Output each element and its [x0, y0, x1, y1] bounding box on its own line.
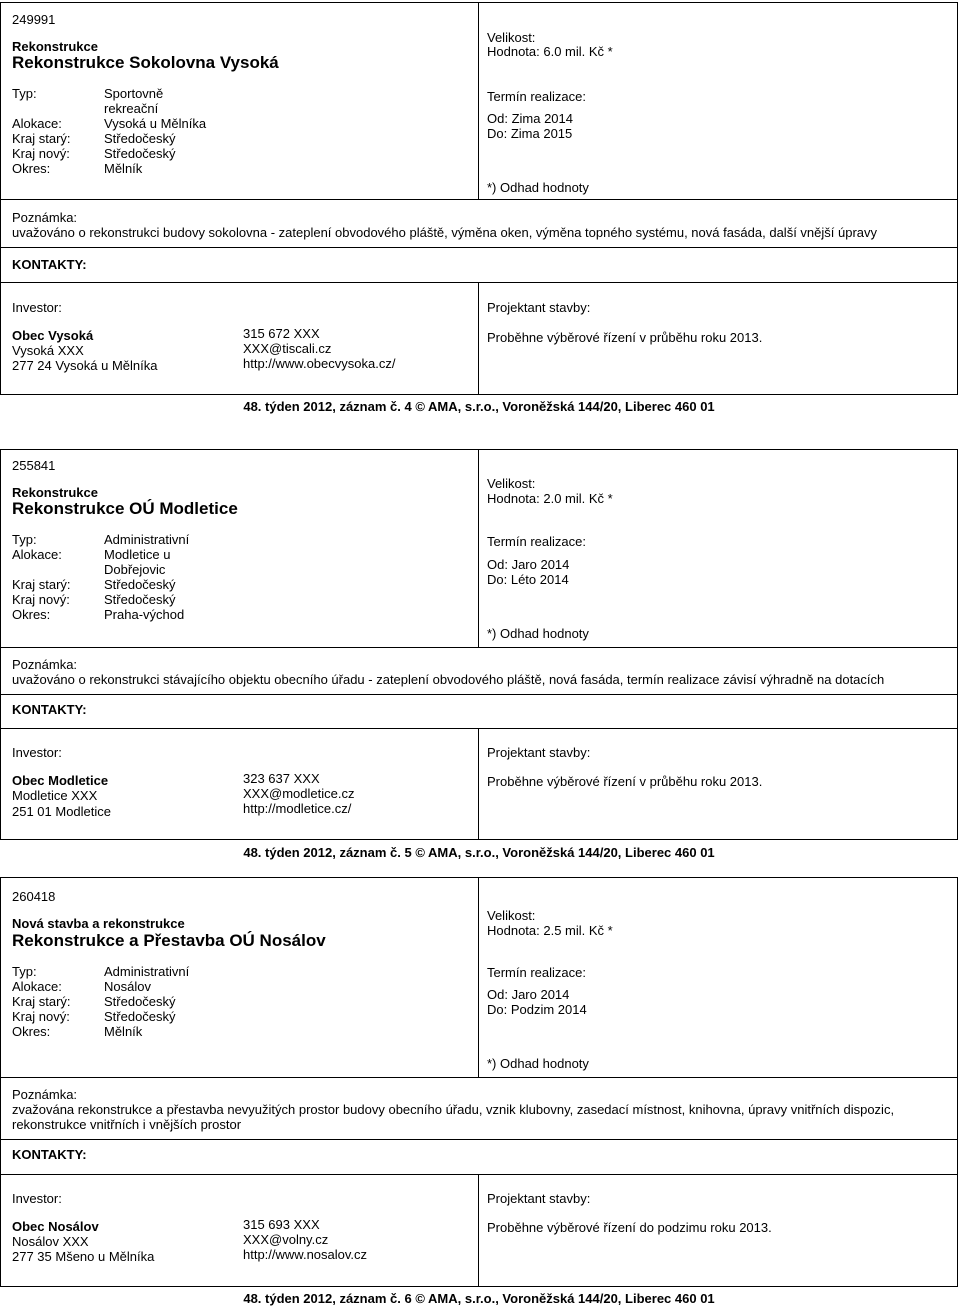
record-fields — [12, 964, 244, 1039]
column-divider — [478, 878, 479, 1077]
kontakty-label: KONTAKTY: — [12, 1147, 87, 1162]
field-value: Dobřejovic — [104, 562, 166, 577]
record-footer: 48. týden 2012, záznam č. 4 © AMA, s.r.o., Voroněžská 144/20, Liberec 460 01 — [243, 399, 715, 414]
record-title: Rekonstrukce a Přestavba OÚ Nosálov — [12, 931, 326, 950]
termin-do: Do: Zima 2015 — [487, 126, 573, 141]
termin-label: Termín realizace: — [487, 89, 586, 104]
field-label: Kraj starý: — [12, 131, 71, 146]
termin-do: Do: Léto 2014 — [487, 572, 569, 587]
record-255841 — [0, 449, 958, 840]
field-value: Středočeský — [104, 131, 176, 146]
divider — [1, 199, 957, 200]
investor-name: Obec Vysoká — [12, 328, 94, 343]
poznamka-label: Poznámka: — [12, 210, 78, 225]
investor-phone: 315 693 XXX — [243, 1217, 320, 1232]
termin-do: Do: Podzim 2014 — [487, 1002, 587, 1017]
termin-label: Termín realizace: — [487, 534, 586, 549]
column-divider — [478, 450, 479, 647]
odhad-note: *) Odhad hodnoty — [487, 180, 589, 195]
field-label: Alokace: — [12, 547, 62, 562]
projektant-label: Projektant stavby: — [487, 745, 591, 760]
divider — [1, 282, 957, 283]
field-label: Kraj nový: — [12, 592, 70, 607]
projektant-text: Proběhne výběrové řízení v průběhu roku 2013. — [487, 330, 763, 345]
investor-name: Obec Modletice — [12, 773, 109, 788]
termin-od: Od: Jaro 2014 — [487, 557, 570, 572]
poznamka-label: Poznámka: — [12, 657, 78, 672]
kontakty-label: KONTAKTY: — [12, 702, 87, 717]
record-footer: 48. týden 2012, záznam č. 6 © AMA, s.r.o., Voroněžská 144/20, Liberec 460 01 — [243, 1291, 715, 1306]
field-label: Okres: — [12, 607, 51, 622]
odhad-note: *) Odhad hodnoty — [487, 626, 589, 641]
field-value: Praha-východ — [104, 607, 185, 622]
column-divider — [478, 3, 479, 199]
field-label: Okres: — [12, 1024, 51, 1039]
record-id: 260418 — [12, 889, 56, 904]
field-value: Vysoká u Mělníka — [104, 116, 207, 131]
investor-name: Obec Nosálov — [12, 1219, 99, 1234]
poznamka-text: uvažováno o rekonstrukci stávajícího objektu obecního úřadu - zateplení obvodového pláště, nová fasáda, termín realizace závisí výhradně na dotacích — [12, 672, 885, 687]
divider — [1, 1174, 957, 1175]
column-divider — [478, 728, 479, 840]
record-249991 — [0, 2, 958, 395]
field-label: Kraj starý: — [12, 994, 71, 1009]
column-divider — [478, 282, 479, 395]
field-value: Středočeský — [104, 577, 176, 592]
velikost-label: Velikost: — [487, 30, 536, 45]
projektant-label: Projektant stavby: — [487, 300, 591, 315]
poznamka-text: uvažováno o rekonstrukci budovy sokolovna - zateplení obvodového pláště, výměna oken, výměna topného systému, nová fasáda, další vnější úpravy — [12, 225, 878, 240]
field-label: Kraj starý: — [12, 577, 71, 592]
projektant-text: Proběhne výběrové řízení do podzimu roku 2013. — [487, 1220, 772, 1235]
divider — [1, 694, 957, 695]
field-value: Modletice u — [104, 547, 171, 562]
investor-web-link[interactable]: http://modletice.cz/ — [243, 801, 352, 816]
poznamka-text: zvažována rekonstrukce a přestavba nevyužitých prostor budovy obecního úřadu, vznik klubovny, zasedací místnost, knihovna, úpravy vnitřních dispozic, rekonstrukce vnitřních i vnějších prostor — [12, 1102, 895, 1132]
velikost-label: Velikost: — [487, 908, 536, 923]
field-value: Mělník — [104, 1024, 143, 1039]
investor-web-link[interactable]: http://www.obecvysoka.cz/ — [243, 356, 396, 371]
record-category: Nová stavba a rekonstrukce — [12, 916, 185, 931]
field-value: Sportovně — [104, 86, 164, 101]
divider — [1, 1139, 957, 1140]
record-fields — [12, 532, 244, 622]
field-label: Typ: — [12, 532, 37, 547]
field-label: Typ: — [12, 964, 37, 979]
field-label: Alokace: — [12, 116, 62, 131]
field-label: Typ: — [12, 86, 37, 101]
poznamka-label: Poznámka: — [12, 1087, 78, 1102]
field-value: Středočeský — [104, 1009, 176, 1024]
record-category: Rekonstrukce — [12, 485, 98, 500]
record-title: Rekonstrukce OÚ Modletice — [12, 499, 238, 518]
investor-address: 251 01 Modletice — [12, 804, 112, 819]
investor-address: 277 24 Vysoká u Mělníka — [12, 358, 158, 373]
investor-phone: 315 672 XXX — [243, 326, 320, 341]
termin-od: Od: Jaro 2014 — [487, 987, 570, 1002]
field-value: Středočeský — [104, 994, 176, 1009]
odhad-note: *) Odhad hodnoty — [487, 1056, 589, 1071]
investor-address: 277 35 Mšeno u Mělníka — [12, 1249, 155, 1264]
velikost-label: Velikost: — [487, 476, 536, 491]
record-category: Rekonstrukce — [12, 39, 98, 54]
field-value: Nosálov — [104, 979, 151, 994]
field-value: Středočeský — [104, 146, 176, 161]
field-value: rekreační — [104, 101, 159, 116]
divider — [1, 1077, 957, 1078]
record-260418 — [0, 877, 958, 1287]
field-value: Mělník — [104, 161, 143, 176]
investor-web-link[interactable]: http://www.nosalov.cz — [243, 1247, 368, 1262]
divider — [1, 647, 957, 648]
investor-label: Investor: — [12, 745, 62, 760]
record-title: Rekonstrukce Sokolovna Vysoká — [12, 53, 279, 72]
kontakty-label: KONTAKTY: — [12, 257, 87, 272]
hodnota: Hodnota: 2.0 mil. Kč * — [487, 491, 613, 506]
record-id: 249991 — [12, 12, 56, 27]
investor-phone: 323 637 XXX — [243, 771, 320, 786]
hodnota: Hodnota: 2.5 mil. Kč * — [487, 923, 613, 938]
column-divider — [478, 1174, 479, 1287]
field-value: Administrativní — [104, 532, 190, 547]
termin-label: Termín realizace: — [487, 965, 586, 980]
record-footer: 48. týden 2012, záznam č. 5 © AMA, s.r.o., Voroněžská 144/20, Liberec 460 01 — [243, 845, 715, 860]
divider — [1, 728, 957, 729]
field-label: Kraj nový: — [12, 1009, 70, 1024]
investor-email[interactable]: XXX@modletice.cz — [243, 786, 355, 801]
field-label: Okres: — [12, 161, 51, 176]
investor-label: Investor: — [12, 1191, 62, 1206]
field-label — [12, 101, 104, 116]
record-fields — [12, 86, 244, 176]
investor-address: Vysoká XXX — [12, 343, 84, 358]
termin-od: Od: Zima 2014 — [487, 111, 573, 126]
investor-address: Nosálov XXX — [12, 1234, 89, 1249]
field-value: Středočeský — [104, 592, 176, 607]
investor-email[interactable]: XXX@volny.cz — [243, 1232, 329, 1247]
field-label: Alokace: — [12, 979, 62, 994]
projektant-text: Proběhne výběrové řízení v průběhu roku 2013. — [487, 774, 763, 789]
investor-email[interactable]: XXX@tiscali.cz — [243, 341, 332, 356]
record-id: 255841 — [12, 458, 56, 473]
divider — [1, 247, 957, 248]
field-value: Administrativní — [104, 964, 190, 979]
investor-label: Investor: — [12, 300, 62, 315]
field-label — [12, 562, 104, 577]
hodnota: Hodnota: 6.0 mil. Kč * — [487, 44, 613, 59]
investor-address: Modletice XXX — [12, 788, 98, 803]
field-label: Kraj nový: — [12, 146, 70, 161]
projektant-label: Projektant stavby: — [487, 1191, 591, 1206]
